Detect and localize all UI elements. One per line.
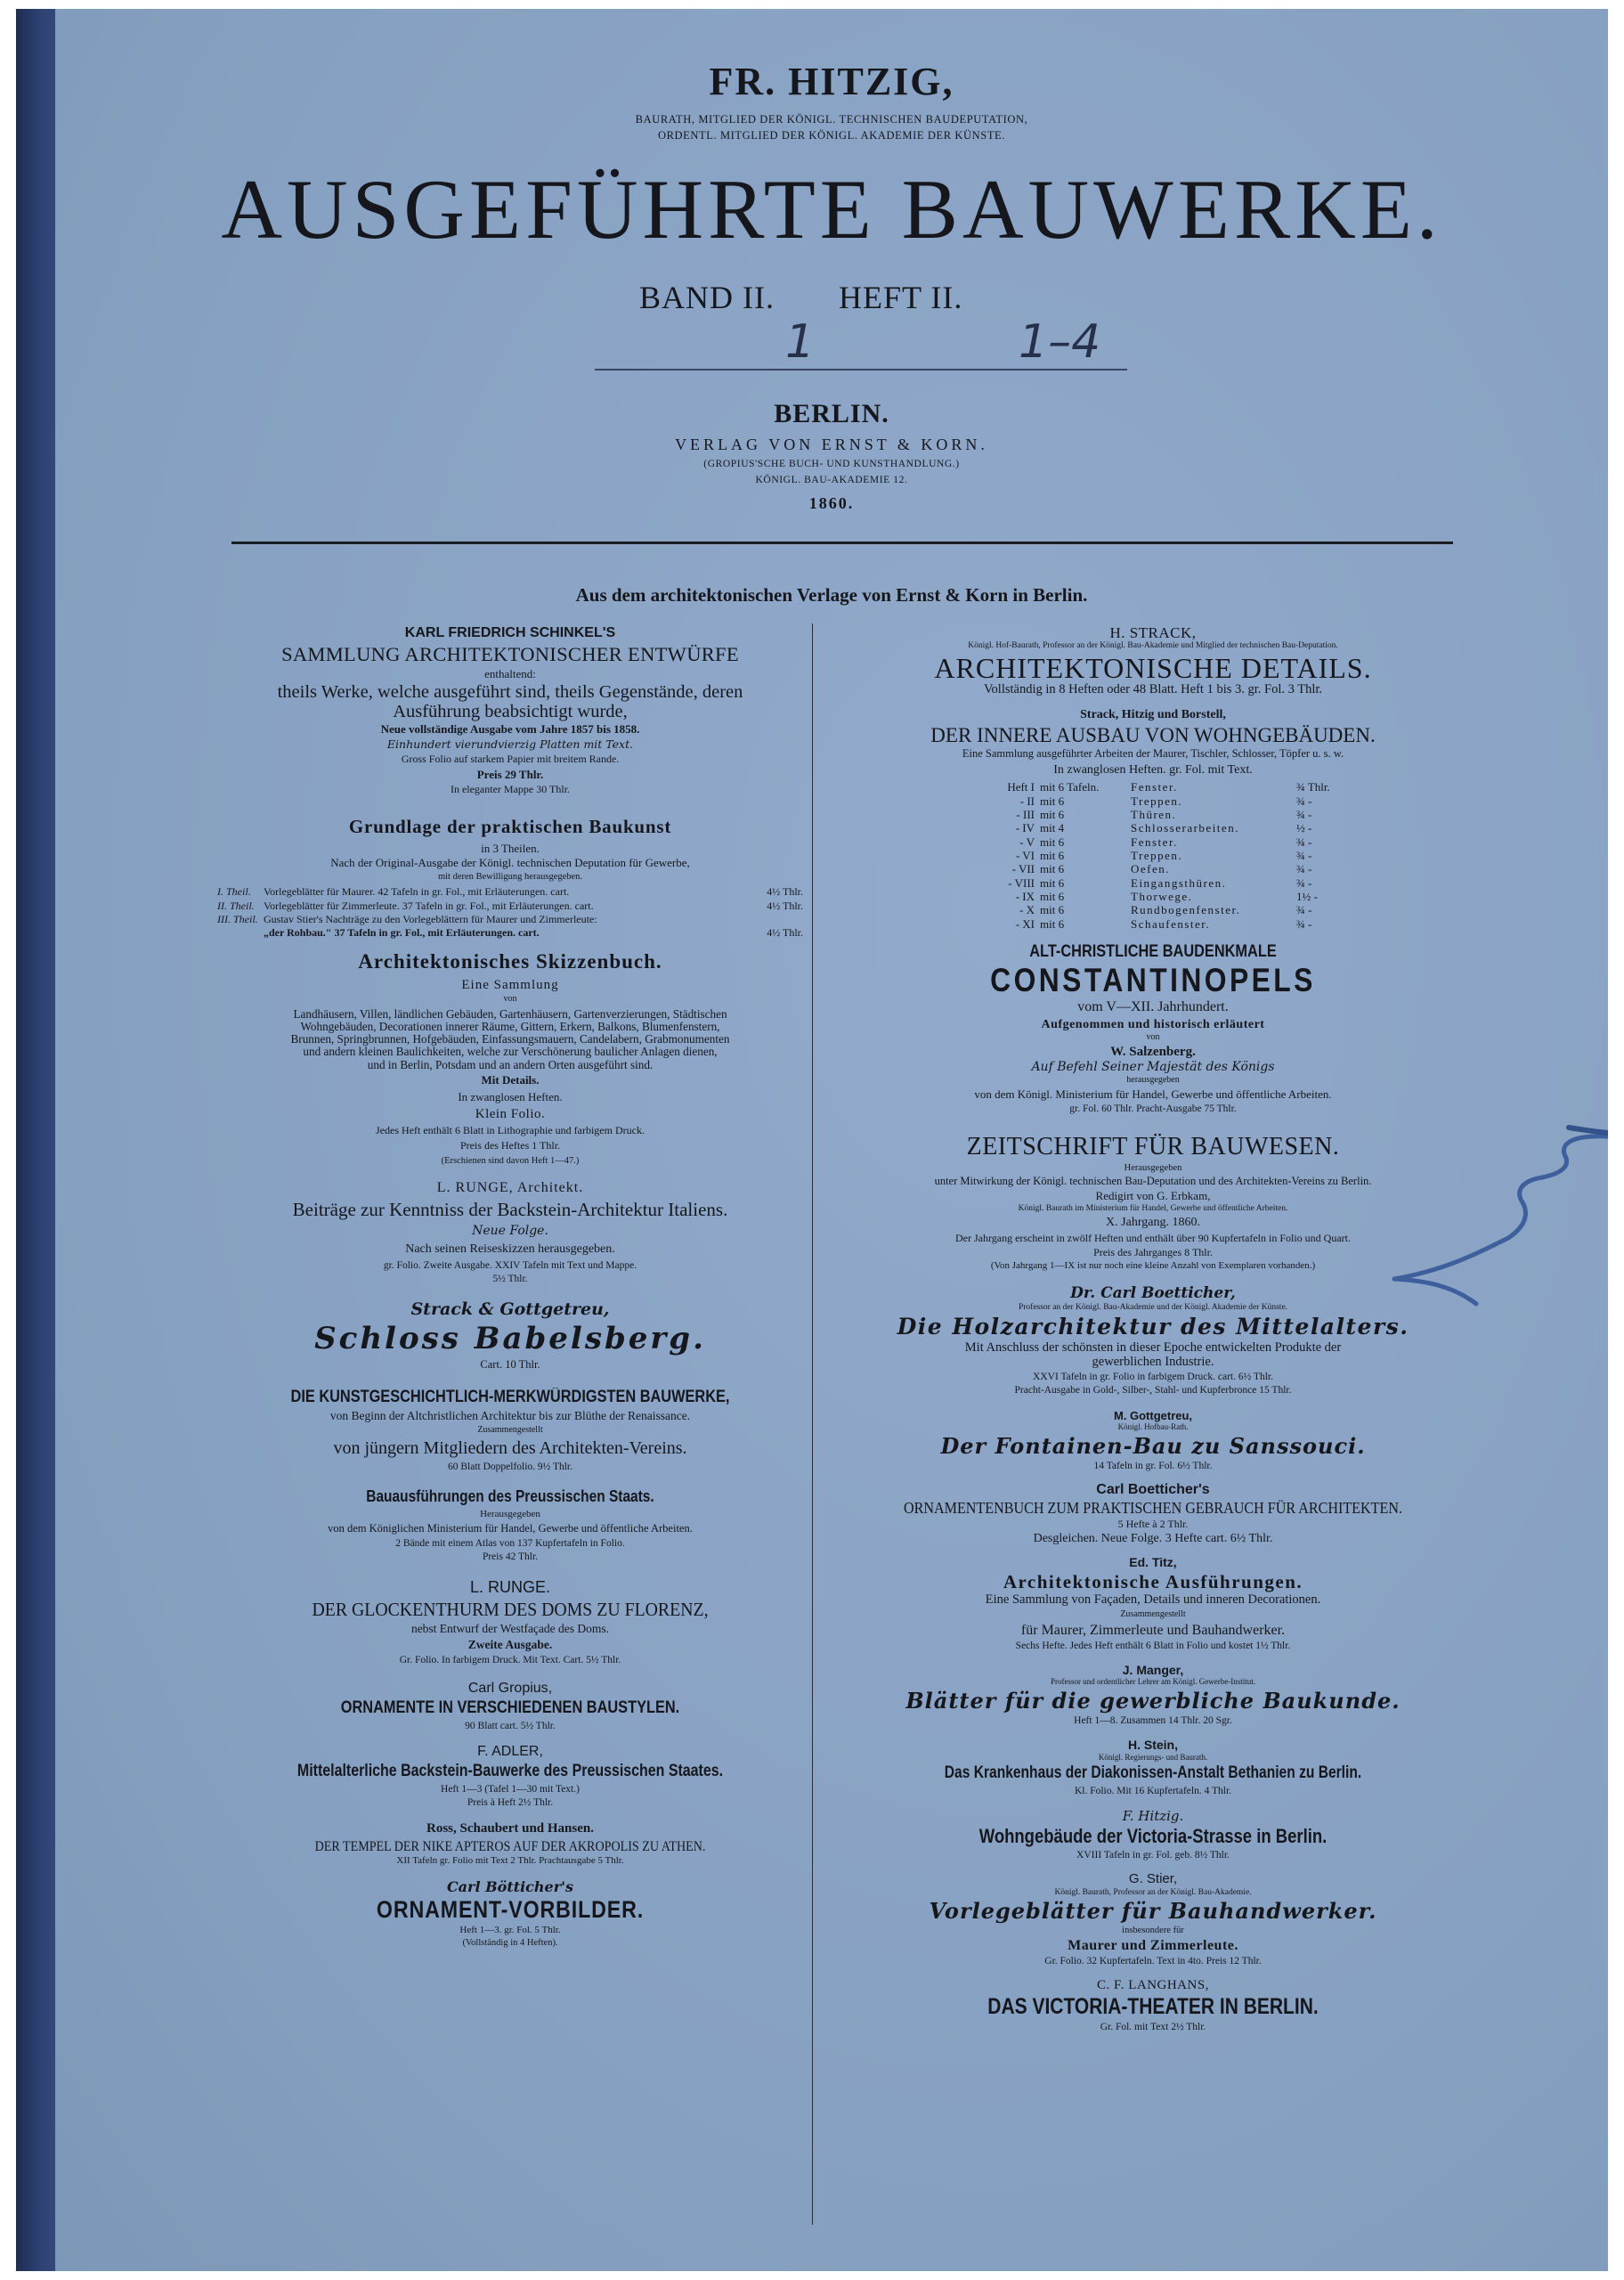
hefte-t: mit 6 [1040, 862, 1065, 876]
stier-subtitle: Königl. Baurath, Professor an der Königl. Bau-Akademie. [1054, 1887, 1252, 1897]
stier-title: Vorlegeblätter für Bauhandwerker. [929, 1897, 1377, 1924]
fontainen-title: Der Fontainen-Bau zu Sanssouci. [940, 1432, 1366, 1459]
const-line: gr. Fol. 60 Thlr. Pracht-Ausgabe 75 Thlr. [1069, 1103, 1237, 1114]
stier-line: Gr. Folio. 32 Kupfertafeln. Text in 4to. Preis 12 Thlr. [1044, 1956, 1262, 1967]
hefte-t: mit 6 [1040, 849, 1065, 862]
zeit-line: X. Jahrgang. 1860. [1106, 1216, 1200, 1230]
schinkel-title: SAMMLUNG ARCHITEKTONISCHER ENTWÜRFE [281, 643, 739, 666]
skizzen-line: und andern kleinen Baulichkeiten, welche zur Verschönerung baulicher Anlagen dienen, [303, 1045, 718, 1059]
grundlage-row [217, 913, 803, 926]
grundlage-part: I. Theil. [217, 885, 251, 899]
boetticher-author: Carl Bötticher's [446, 1877, 574, 1895]
column-divider [812, 623, 813, 2225]
schinkel-line: enthaltend: [484, 666, 536, 680]
schinkel-line: Einhundert vierundvierzig Platten mit Text. [386, 737, 634, 751]
adler-title: Mittelalterliche Backstein-Bauwerke des Preussischen Staates. [296, 1762, 724, 1781]
schinkel-line: Preis 29 Thlr. [476, 768, 544, 782]
author-name: FR. HITZIG, [709, 60, 954, 103]
kunst-title: DIE KUNSTGESCHICHTLICH-MERKWÜRDIGSTEN BAUWERKE, [290, 1388, 730, 1407]
grundlage-text: Gustav Stier's Nachträge zu den Vorlegeblättern für Maurer und Zimmerleute: [264, 913, 597, 926]
book-cover [55, 9, 1608, 2271]
const-line: herausgegeben [1126, 1074, 1180, 1085]
titz-line: für Maurer, Zimmerleute und Bauhandwerker. [1020, 1622, 1286, 1638]
preuss-line: von dem Königlichen Ministerium für Handel, Gewerbe und öffentliche Arbeiten. [328, 1522, 693, 1535]
hefte-s: Fenster. [1131, 780, 1178, 794]
band-label: BAND II. [639, 280, 775, 315]
holz-line: Pracht-Ausgabe in Gold-, Silber-, Stahl- und Kupferbronce 15 Thlr. [1014, 1384, 1292, 1396]
ross-line: XII Tafeln gr. Folio mit Text 2 Thlr. Prachtausgabe 5 Thlr. [396, 1855, 624, 1867]
kunst-line: von jüngern Mitgliedern des Architekten-Vereins. [333, 1437, 687, 1458]
hefte-s: Fenster. [1131, 835, 1178, 849]
skizzen-line: Mit Details. [481, 1072, 540, 1087]
hefte-p: ½ - [1296, 821, 1312, 835]
hefte-s: Treppen. [1131, 794, 1183, 808]
gropius-title: ORNAMENTE IN VERSCHIEDENEN BAUSTYLEN. [340, 1698, 680, 1718]
hefte-n: - X [1019, 903, 1035, 917]
hefte-t: mit 6 [1040, 794, 1065, 808]
strack-subtitle: Königl. Hof-Baurath, Professor an der Königl. Bau-Akademie und Mitglied der technischen Bau-Deputation. [968, 641, 1338, 651]
hefte-n: - IX [1015, 889, 1035, 903]
runge-line: Neue Folge. [472, 1224, 548, 1239]
hefte-row [823, 821, 1483, 835]
hefte-p: ¾ - [1296, 862, 1312, 876]
langhans-title: DAS VICTORIA-THEATER IN BERLIN. [987, 1994, 1319, 2020]
hefte-p: ¾ - [1296, 903, 1312, 917]
holz-subtitle: Professor an der Königl. Bau-Akademie und der Königl. Akademie der Künste. [1018, 1302, 1288, 1312]
skizzen-line: Brunnen, Springbrunnen, Hofgebäuden, Einfassungsmauern, Candelabern, Grabmonumenten [290, 1032, 730, 1046]
hefte-s: Rundbogenfenster. [1131, 903, 1241, 917]
grundlage-part: III. Theil. [217, 913, 258, 926]
ornament-line: Desgleichen. Neue Folge. 3 Hefte cart. 6½ Thlr. [1033, 1532, 1273, 1546]
babelsberg-line: Cart. 10 Thlr. [480, 1357, 540, 1371]
zeit-line: unter Mitwirkung der Königl. technischen Bau-Deputation und des Architekten-Vereins zu Berlin. [934, 1174, 1372, 1187]
titz-line: Zusammengestellt [1120, 1608, 1186, 1619]
skizzen-title: Architektonisches Skizzenbuch. [358, 949, 662, 973]
schinkel-line: Ausführung beabsichtigt wurde, [393, 701, 628, 721]
skizzen-line: In zwanglosen Heften. [458, 1089, 563, 1103]
skizzen-line: und in Berlin, Potsdam und an andern Orten ausgeführt sind. [367, 1057, 654, 1071]
const-line: Aufgenommen und historisch erläutert [1041, 1017, 1265, 1031]
runge2-author: L. RUNGE. [469, 1577, 551, 1596]
left-column [217, 623, 803, 1949]
city: BERLIN. [774, 399, 889, 428]
stein-author: H. Stein, [1127, 1738, 1178, 1753]
skizzen-line: Eine Sammlung [461, 977, 559, 992]
hefte-row [823, 917, 1483, 931]
ross-title: DER TEMPEL DER NIKE APTEROS AUF DER AKROPOLIS ZU ATHEN. [314, 1838, 706, 1854]
hefte-n: - V [1019, 835, 1035, 849]
zeit-line: Preis des Jahrganges 8 Thlr. [1093, 1245, 1213, 1258]
zeit-line: (Von Jahrgang 1—IX ist nur noch eine kleine Anzahl von Exemplaren vorhanden.) [990, 1259, 1316, 1271]
langhans-line: Gr. Fol. mit Text 2½ Thlr. [1100, 2022, 1206, 2033]
runge2-line: nebst Entwurf der Westfaçade des Doms. [410, 1622, 610, 1636]
hefte-p: ¾ Thlr. [1296, 780, 1330, 794]
hefte-n: - VI [1015, 849, 1035, 862]
runge-author: L. RUNGE, Architekt. [436, 1180, 584, 1196]
kunst-line: Zusammengestellt [477, 1425, 543, 1436]
adler-author: F. ADLER, [477, 1743, 543, 1759]
grundlage-title: Grundlage der praktischen Baukunst [348, 816, 672, 838]
ausbau-author: Strack, Hitzig und Borstell, [1080, 707, 1226, 721]
hefte-t: mit 6 [1040, 835, 1065, 849]
hefte-n: - VIII [1008, 875, 1035, 890]
hefte-s: Oefen. [1131, 862, 1171, 876]
publisher: VERLAG VON ERNST & KORN. [675, 436, 988, 453]
boetticher-line: (Vollständig in 4 Heften). [462, 1938, 558, 1949]
gropius-author: Carl Gropius, [467, 1680, 553, 1696]
holz-title: Die Holzarchitektur des Mittelalters. [897, 1313, 1409, 1340]
runge-line: 5½ Thlr. [492, 1273, 528, 1284]
grundlage-part: II. Theil. [217, 899, 255, 912]
schinkel-line: Gross Folio auf starkem Papier mit breitem Rande. [401, 753, 620, 766]
stein-subtitle: Königl. Regierungs- und Baurath. [1098, 1752, 1208, 1762]
zeit-line: Königl. Baurath im Ministerium für Handel, Gewerbe und öffentliche Arbeiten. [1018, 1204, 1288, 1214]
grundlage-row [217, 926, 803, 940]
strack-line: Vollständig in 8 Heften oder 48 Blatt. Heft 1 bis 3. gr. Fol. 3 Thlr. [983, 682, 1323, 697]
kunst-line: 60 Blatt Doppelfolio. 9½ Thlr. [447, 1461, 573, 1472]
const-line: Auf Befehl Seiner Majestät des Königs [1031, 1059, 1275, 1074]
hefte-n: - II [1019, 794, 1035, 808]
header-rule [231, 542, 1453, 544]
hefte-t: mit 6 [1040, 916, 1065, 931]
author-title-line2: ORDENTL. MITGLIED DER KÖNIGL. AKADEMIE DER KÜNSTE. [657, 129, 1006, 142]
skizzen-line: Landhäusern, Villen, ländlichen Gebäuden, Gartenhäusern, Gartenverzierungen, Städtischen [293, 1006, 727, 1021]
ausbau-title: DER INNERE AUSBAU VON WOHNGEBÄUDEN. [930, 723, 1376, 746]
manger-line: Heft 1—8. Zusammen 14 Thlr. 20 Sgr. [1074, 1715, 1232, 1727]
hefte-t: mit 6 [1040, 875, 1065, 890]
grundlage-price: 4½ Thlr. [767, 885, 803, 899]
adler-line: Heft 1—3 (Tafel 1—30 mit Text.) [441, 1783, 580, 1795]
publisher-sub1: (GROPIUS'SCHE BUCH- UND KUNSTHANDLUNG.) [703, 459, 960, 469]
grundlage-row [217, 885, 803, 899]
handwritten-heft: 1–4 [1019, 315, 1101, 369]
hefte-t: mit 6 [1040, 808, 1065, 822]
const-line: vom V—XII. Jahrhundert. [1077, 999, 1229, 1015]
ross-author: Ross, Schaubert und Hansen. [426, 1820, 594, 1836]
preuss-line: Herausgegeben [480, 1509, 540, 1520]
grundlage-row [217, 900, 803, 913]
strack-author: H. STRACK, [1109, 624, 1197, 641]
hefte-row [823, 808, 1483, 821]
skizzen-line: Preis des Heftes 1 Thlr. [459, 1139, 561, 1152]
zeit-title: ZEITSCHRIFT FÜR BAUWESEN. [966, 1133, 1340, 1161]
hefte-row [823, 890, 1483, 903]
handwritten-band: 1 [785, 315, 816, 369]
hefte-s: Schaufenster. [1131, 916, 1211, 931]
hefte-row [823, 794, 1483, 808]
const-line: W. Salzenberg. [1110, 1044, 1196, 1059]
hefte-p: 1½ - [1296, 889, 1318, 903]
grundlage-price: 4½ Thlr. [767, 899, 803, 912]
preuss-line: Preis 42 Thlr. [482, 1551, 539, 1563]
hefte-n: - VII [1011, 862, 1035, 876]
runge2-line: Zweite Ausgabe. [467, 1637, 553, 1651]
zeit-line: Der Jahrgang erscheint in zwölf Heften und enthält über 90 Kupfertafeln in Folio und Quart. [955, 1231, 1351, 1244]
hefte-p: ¾ - [1296, 875, 1312, 890]
boetticher-line: Heft 1—3. gr. Fol. 5 Thlr. [459, 1925, 561, 1936]
section-heading: Aus dem architektonischen Verlage von Ernst & Korn in Berlin. [575, 584, 1088, 606]
hefte-t: mit 6 [1040, 889, 1065, 903]
babelsberg-author: Strack & Gottgetreu, [410, 1299, 610, 1320]
hefte-row [823, 835, 1483, 849]
gropius-line: 90 Blatt cart. 5½ Thlr. [465, 1720, 556, 1731]
stein-title: Das Krankenhaus der Diakonissen-Anstalt Bethanien zu Berlin. [944, 1763, 1362, 1783]
grundlage-price: 4½ Thlr. [767, 926, 803, 940]
grundlage-price [750, 913, 803, 926]
kunst-line: von Beginn der Altchristlichen Architektur bis zur Blüthe der Renaissance. [329, 1408, 691, 1422]
hefte-s: Thorwege. [1131, 889, 1193, 903]
stein-line: Kl. Folio. Mit 16 Kupfertafeln. 4 Thlr. [1074, 1785, 1232, 1796]
holz-line: Mit Anschluss der schönsten in dieser Epoche entwickelten Produkte der [964, 1340, 1342, 1355]
book-spine [16, 9, 55, 2271]
ornament-author: Carl Boetticher's [1096, 1482, 1210, 1498]
schinkel-line: In eleganter Mappe 30 Thlr. [450, 783, 571, 796]
hefte-n: Heft I [1007, 780, 1035, 794]
hefte-n: - III [1016, 808, 1035, 822]
skizzen-line: Klein Folio. [475, 1106, 546, 1121]
grundlage-parts [217, 885, 803, 940]
grundlage-line: in 3 Theilen. [481, 841, 540, 855]
hefte-row [823, 876, 1483, 890]
runge2-title: DER GLOCKENTHURM DES DOMS ZU FLORENZ, [312, 1599, 709, 1621]
grundlage-text: Vorlegeblätter für Maurer. 42 Tafeln in gr. Fol., mit Erläuterungen. cart. [264, 885, 570, 899]
fontainen-author: M. Gottgetreu, [1113, 1409, 1193, 1423]
runge2-line: Gr. Folio. In farbigem Druck. Mit Text. Cart. 5½ Thlr. [399, 1655, 621, 1666]
hefte-s: Eingangsthüren. [1131, 875, 1227, 890]
titz-line: Eine Sammlung von Façaden, Details und inneren Decorationen. [985, 1592, 1321, 1608]
hefte-t: mit 6 Tafeln. [1040, 780, 1100, 794]
stier-line: insbesondere für [1122, 1925, 1184, 1935]
skizzen-line: von [503, 993, 517, 1004]
langhans-author: C. F. LANGHANS, [1097, 1977, 1209, 1992]
hefte-n: - IV [1015, 821, 1035, 835]
stier-author: G. Stier, [1128, 1870, 1178, 1886]
stier-line: Maurer und Zimmerleute. [1068, 1938, 1238, 1954]
handwritten-underline [595, 369, 1127, 370]
hefte-p: ¾ - [1296, 849, 1312, 862]
ornament-title: ORNAMENTENBUCH ZUM PRAKTISCHEN GEBRAUCH FÜR ARCHITEKTEN. [904, 1499, 1402, 1518]
preuss-line: 2 Bände mit einem Atlas von 137 Kupfertafeln in Folio. [395, 1537, 625, 1549]
adler-line: Preis à Heft 2½ Thlr. [467, 1797, 554, 1809]
hefte-p: ¾ - [1296, 916, 1312, 931]
runge-title: Beiträge zur Kenntniss der Backstein-Architektur Italiens. [292, 1198, 728, 1220]
hitzig-author: F. Hitzig. [1122, 1808, 1184, 1825]
skizzen-line: Jedes Heft enthält 6 Blatt in Lithographie und farbigem Druck. [376, 1124, 645, 1137]
publisher-sub2: KÖNIGL. BAU-AKADEMIE 12. [755, 475, 908, 485]
hefte-table [823, 780, 1483, 931]
hefte-p: ¾ - [1296, 794, 1312, 808]
zeit-line: Redigirt von G. Erbkam, [1095, 1189, 1211, 1203]
schinkel-line: theils Werke, welche ausgeführt sind, theils Gegenstände, deren [277, 681, 743, 702]
runge-line: Nach seinen Reiseskizzen herausgegeben. [405, 1242, 615, 1257]
zeit-line: Herausgegeben [1124, 1163, 1182, 1174]
hefte-n: - XI [1015, 916, 1035, 931]
ribbon-tie-icon [1302, 1122, 1608, 1372]
grundlage-part [217, 926, 264, 940]
hefte-s: Schlosserarbeiten. [1131, 821, 1239, 835]
skizzen-line: Wohngebäuden, Decorationen innerer Räume, Gittern, Erkern, Balkons, Blumenfenstern, [300, 1019, 720, 1033]
const-title1: ALT-CHRISTLICHE BAUDENKMALE [1029, 941, 1277, 961]
titz-author: Ed. Titz, [1129, 1555, 1177, 1570]
hefte-s: Thüren. [1131, 808, 1177, 822]
hefte-p: ¾ - [1296, 835, 1312, 849]
const-line: von [1146, 1031, 1160, 1042]
hefte-p: ¾ - [1296, 808, 1312, 822]
strack-title: ARCHITEKTONISCHE DETAILS. [934, 651, 1372, 684]
preuss-title: Bauausführungen des Preussischen Staats. [366, 1486, 654, 1505]
const-line: von dem Königl. Ministerium für Handel, Gewerbe und öffentliche Arbeiten. [974, 1087, 1332, 1101]
hitzig-line: XVIII Tafeln in gr. Fol. geb. 8½ Thlr. [1076, 1850, 1230, 1861]
ausbau-line: Eine Sammlung ausgeführter Arbeiten der Maurer, Tischler, Schlosser, Töpfer u. s. w. [962, 746, 1344, 760]
grundlage-text: „der Rohbau." 37 Tafeln in gr. Fol., mit Erläuterungen. cart. [264, 926, 540, 940]
hefte-row [823, 862, 1483, 875]
manger-title: Blätter für die gewerbliche Baukunde. [905, 1688, 1401, 1714]
hefte-t: mit 6 [1040, 903, 1065, 917]
ausbau-line: In zwanglosen Heften. gr. Fol. mit Text. [1053, 763, 1253, 778]
ornament-line: 5 Hefte à 2 Thlr. [1117, 1518, 1189, 1531]
author-title-line1: BAURATH, MITGLIED DER KÖNIGL. TECHNISCHEN BAUDEPUTATION, [635, 113, 1028, 126]
year: 1860. [808, 494, 855, 512]
babelsberg-title: Schloss Babelsberg. [314, 1320, 706, 1356]
hefte-row [823, 780, 1483, 794]
holz-line: gewerblichen Industrie. [1092, 1354, 1214, 1369]
grundlage-line: mit deren Bewilligung herausgegeben. [437, 872, 583, 883]
titz-title: Architektonische Ausführungen. [1003, 1570, 1303, 1592]
manger-subtitle: Professor und ordentlicher Lehrer am Königl. Gewerbe-Institut. [1051, 1677, 1255, 1687]
main-title: AUSGEFÜHRTE BAUWERKE. [221, 162, 1442, 256]
runge-line: gr. Folio. Zweite Ausgabe. XXIV Tafeln mit Text und Mappe. [383, 1259, 637, 1271]
fontainen-line: 14 Tafeln in gr. Fol. 6½ Thlr. [1093, 1460, 1213, 1471]
hefte-t: mit 4 [1040, 821, 1065, 835]
const-title2: CONSTANTINOPELS [990, 962, 1316, 999]
schinkel-author: KARL FRIEDRICH SCHINKEL'S [404, 625, 616, 640]
boetticher-title: ORNAMENT-VORBILDER. [376, 1896, 645, 1924]
fontainen-subtitle: Königl. Hofbau-Rath. [1117, 1422, 1189, 1432]
hitzig-title: Wohngebäude der Victoria-Strasse in Berlin. [978, 1825, 1328, 1848]
holz-line: XXVI Tafeln in gr. Folio in farbigem Druck. cart. 6½ Thlr. [1033, 1372, 1273, 1383]
heft-label: HEFT II. [839, 280, 963, 315]
hefte-row [823, 849, 1483, 862]
grundlage-line: Nach der Original-Ausgabe der Königl. technischen Deputation für Gewerbe, [330, 856, 690, 870]
hefte-row [823, 903, 1483, 916]
holz-author: Dr. Carl Boetticher, [1070, 1284, 1236, 1303]
titz-line: Sechs Hefte. Jedes Heft enthält 6 Blatt in Folio und kostet 1½ Thlr. [1015, 1640, 1291, 1651]
grundlage-text: Vorlegeblätter für Zimmerleute. 37 Tafeln in gr. Fol., mit Erläuterungen. cart. [264, 899, 594, 912]
manger-author: J. Manger, [1122, 1663, 1184, 1678]
skizzen-line: (Erschienen sind davon Heft 1—47.) [441, 1156, 580, 1167]
schinkel-line: Neue vollständige Ausgabe vom Jahre 1857 bis 1858. [380, 721, 640, 736]
hefte-s: Treppen. [1131, 849, 1183, 862]
